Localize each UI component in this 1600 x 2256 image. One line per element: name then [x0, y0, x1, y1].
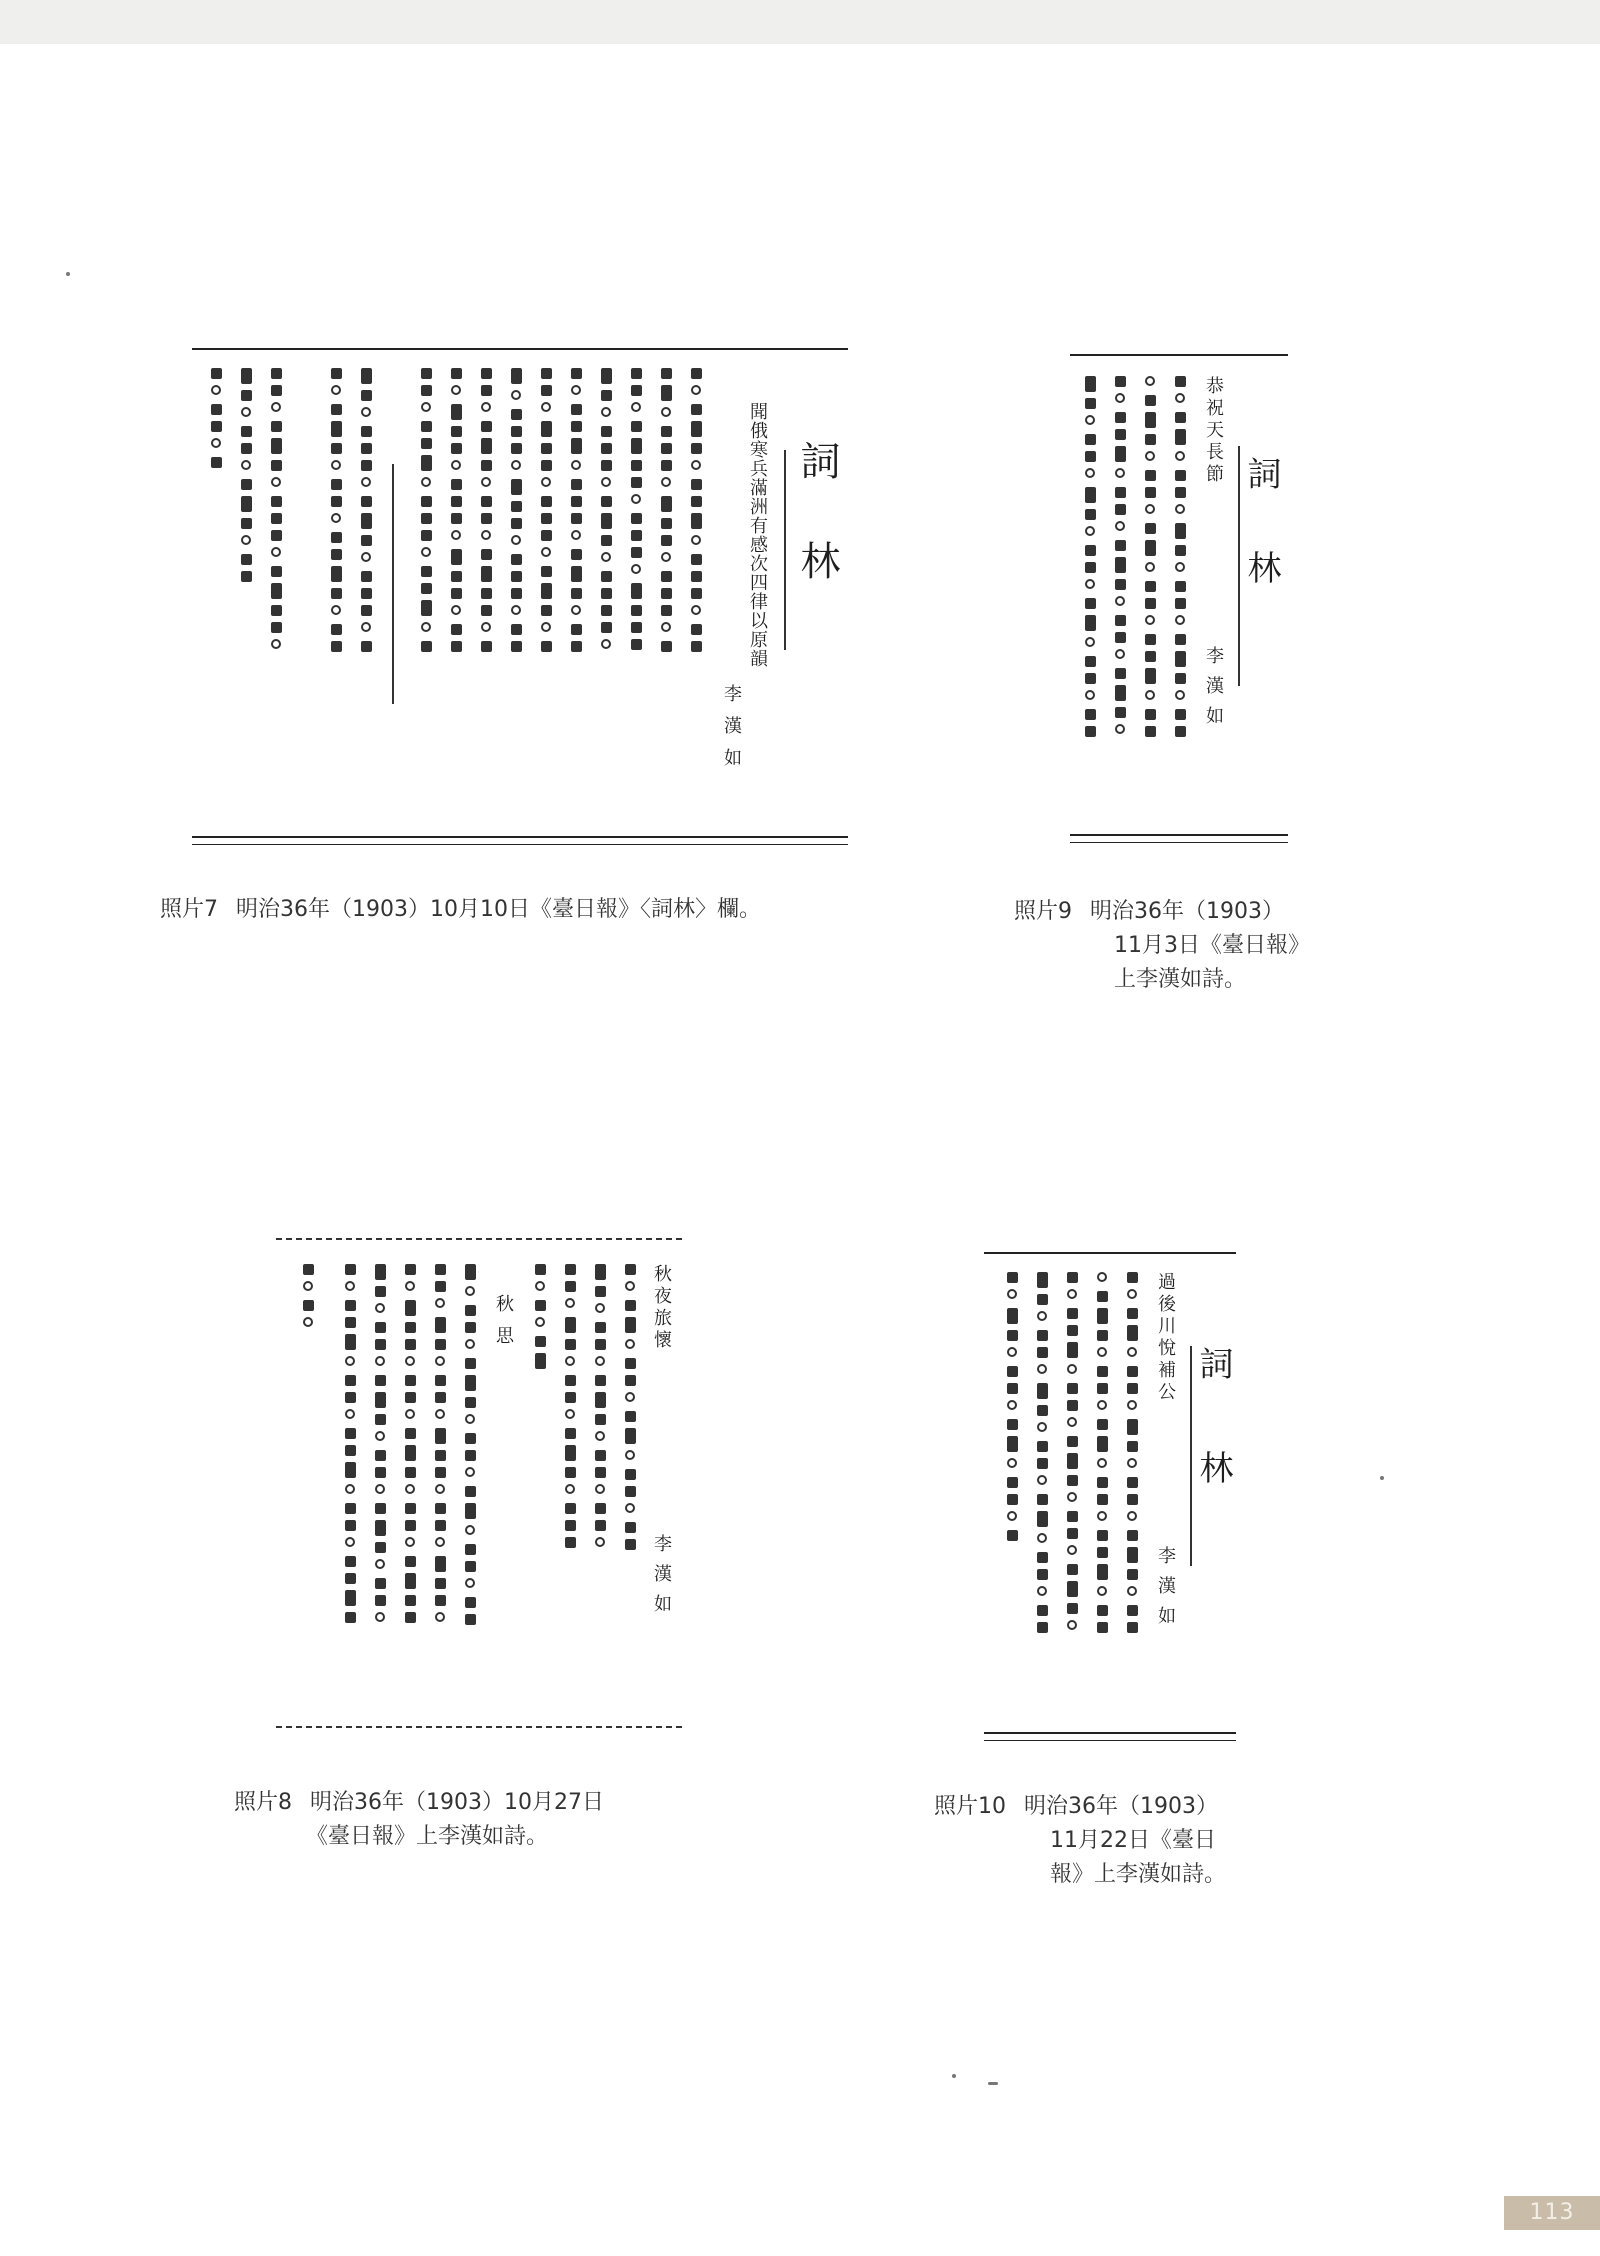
clipping-heading: 恭祝天長節 [1203, 376, 1224, 486]
text-column [264, 368, 288, 668]
text-column [654, 368, 678, 668]
text-column [458, 1264, 482, 1684]
caption-text: 11月22日《臺日 [1050, 1828, 1216, 1853]
text-column [624, 368, 648, 668]
caption-text: 上李漢如詩。 [1114, 967, 1247, 992]
clipping-masthead: 詞林 [1241, 456, 1281, 644]
clipping-author: 李漢如 [1155, 1546, 1176, 1636]
scan-speck [1380, 1476, 1384, 1480]
clipping-top-rule [1070, 354, 1288, 356]
clipping-heading: 聞俄寒兵滿洲有感次四律以原韻 [747, 402, 768, 668]
photo-10-clipping [984, 1246, 1240, 1756]
photo-8-clipping [276, 1234, 686, 1744]
text-column [398, 1264, 422, 1684]
text-column [594, 368, 618, 668]
photo-8-caption [234, 1786, 604, 1854]
text-column [1090, 1272, 1114, 1712]
page-top-shadow [0, 0, 1600, 44]
clipping-author: 李漢如 [721, 684, 742, 780]
scan-speck [66, 272, 70, 276]
clipping-masthead: 詞林 [1193, 1346, 1233, 1554]
caption-label: 照片7 [160, 897, 218, 922]
text-column [368, 1264, 392, 1684]
masthead-border-left [1238, 446, 1240, 686]
text-column [324, 368, 348, 668]
clipping-bottom-rule [1070, 842, 1288, 843]
text-column [618, 1264, 642, 1604]
scan-speck [988, 2082, 998, 2085]
masthead-border-left [784, 450, 786, 650]
photo-7-clipping [192, 344, 852, 854]
page-number: 113 [1504, 2196, 1600, 2230]
caption-label: 照片8 [234, 1790, 292, 1815]
text-column [474, 368, 498, 668]
clipping-bottom-rule [984, 1732, 1236, 1734]
text-column [588, 1264, 612, 1604]
clipping-top-rule [984, 1252, 1236, 1254]
text-column [504, 368, 528, 668]
caption-text: 明治36年（1903）10月27日 [310, 1790, 604, 1815]
text-column [564, 368, 588, 668]
text-column [1078, 376, 1102, 796]
text-column [528, 1264, 552, 1394]
clipping-masthead: 詞林 [794, 440, 840, 640]
scan-speck [952, 2074, 956, 2078]
text-column [414, 368, 438, 668]
text-column [534, 368, 558, 668]
photo-10-caption [934, 1790, 1226, 1892]
caption-label: 照片10 [934, 1794, 1006, 1819]
clipping-subheading: 秋思 [493, 1294, 514, 1358]
text-column [234, 368, 258, 608]
photo-9-clipping [1070, 346, 1288, 856]
text-column [338, 1264, 362, 1684]
caption-text: 報》上李漢如詩。 [1050, 1862, 1227, 1887]
text-column [1138, 376, 1162, 796]
column-divider [392, 464, 394, 704]
text-column [444, 368, 468, 668]
masthead-border-left [1190, 1346, 1192, 1566]
caption-text: 11月3日《臺日報》 [1114, 933, 1310, 958]
photo-9-caption [1014, 895, 1310, 997]
text-column [296, 1264, 320, 1344]
text-column [1120, 1272, 1144, 1712]
text-column [558, 1264, 582, 1604]
clipping-heading: 秋夜旅懷 [651, 1264, 672, 1352]
text-column [428, 1264, 452, 1684]
caption-text: 明治36年（1903） [1024, 1794, 1218, 1819]
text-column [1168, 376, 1192, 796]
clipping-top-rule [276, 1238, 682, 1240]
caption-label: 照片9 [1014, 899, 1072, 924]
photo-7-caption [160, 893, 761, 927]
text-column [204, 368, 228, 478]
clipping-author: 李漢如 [651, 1534, 672, 1624]
text-column [1000, 1272, 1024, 1602]
caption-text: 明治36年（1903）10月10日《臺日報》〈詞林〉欄。 [236, 897, 761, 922]
text-column [1060, 1272, 1084, 1712]
clipping-bottom-rule [276, 1726, 682, 1728]
clipping-heading: 過後川悅補公 [1155, 1272, 1176, 1404]
clipping-bottom-rule [192, 844, 848, 845]
clipping-bottom-rule [1070, 834, 1288, 836]
clipping-bottom-rule [192, 836, 848, 838]
text-column [684, 368, 708, 668]
caption-text: 《臺日報》上李漢如詩。 [306, 1824, 549, 1849]
clipping-author: 李漢如 [1203, 646, 1224, 736]
caption-text: 明治36年（1903） [1090, 899, 1284, 924]
text-column [1030, 1272, 1054, 1712]
text-column [1108, 376, 1132, 796]
clipping-top-rule [192, 348, 848, 350]
text-column [354, 368, 378, 668]
clipping-bottom-rule [984, 1740, 1236, 1741]
